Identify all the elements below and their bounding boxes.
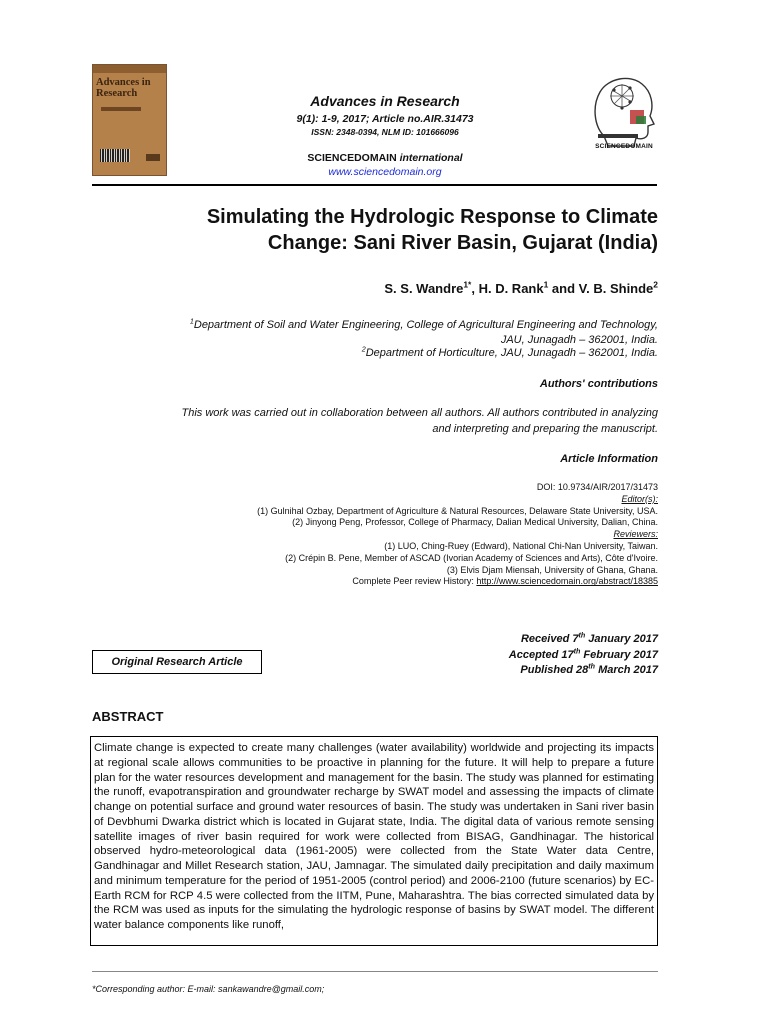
- received-date-month: January 2017: [585, 633, 658, 645]
- editors-label: Editor(s):: [621, 493, 658, 504]
- editor-2: (2) Jinyong Peng, Professor, College of Pharmacy, Dalian Medical University, Dalian, China.: [292, 517, 658, 528]
- corresponding-author-footnote: *Corresponding author: E-mail: sankawandre@gmail.com;: [92, 984, 325, 994]
- reviewer-3: (3) Elvis Djam Miensah, University of Ghana, Ghana.: [446, 564, 658, 575]
- publication-dates: [400, 632, 658, 679]
- published-date-sup: th: [588, 662, 596, 671]
- received-date-text: Received 7: [520, 633, 579, 645]
- affiliation-2: [100, 346, 658, 361]
- contributions-text: [100, 405, 658, 437]
- header-divider: [92, 184, 657, 186]
- affiliation-1-line-2: JAU, Junagadh – 362001, India.: [500, 334, 658, 346]
- cover-title: Advances in Research: [96, 77, 151, 99]
- received-date-sup: th: [578, 631, 586, 640]
- abstract-box: [90, 736, 658, 946]
- affiliation-2-line: Department of Horticulture, JAU, Junagadh – 362001, India.: [365, 347, 658, 359]
- author-3-sup: 2: [653, 279, 658, 290]
- author-sep-1: ,: [471, 281, 479, 296]
- paper-title-line-2: Change: Sani River Basin, Gujarat (India): [267, 232, 658, 254]
- reviewer-2: (2) Crépin B. Pene, Member of ASCAD (Ivorian Academy of Sciences and Arts), Côte d'Ivoire.: [285, 552, 658, 563]
- journal-issn: ISSN: 2348-0394, NLM ID: 101666096: [311, 127, 459, 137]
- author-sep-2: and: [548, 281, 579, 296]
- affiliation-1-sup: 1: [189, 317, 194, 326]
- journal-cover-image: [92, 64, 167, 176]
- affiliation-2-sup: 2: [361, 345, 366, 354]
- publisher-italic: international: [399, 152, 463, 164]
- peer-review-history-link[interactable]: http://www.sciencedomain.org/abstract/18385: [476, 576, 658, 587]
- author-1-sup: 1*: [463, 279, 472, 290]
- author-2-sup: 1: [543, 279, 549, 290]
- article-info-block: [150, 482, 658, 588]
- published-date-text: Published 28: [520, 664, 589, 676]
- doi: DOI: 10.9734/AIR/2017/31473: [536, 482, 658, 492]
- publisher-name: [180, 152, 590, 164]
- cover-top-band: [93, 65, 166, 73]
- cover-publisher-mark: [146, 154, 160, 161]
- contributions-heading: Authors' contributions: [539, 378, 658, 390]
- abstract-text: Climate change is expected to create many challenges (water availability) worldwide and projecting its impacts at regional scale allows communities to be proactive in planning for the future. It will help to prepare a future plan for the water resources development and management for the basin. The study was planned for estimating the runoff, evapotranspiration and groundwater recharge by SWAT model and assessing the impacts of climate change on potential surface and ground water resources of basin. The study was undertaken in Sani river basin of Devbhumi Dwarka district which is located in Gujarat state, India. The digital data of various remote sensing satellite images of river basin required for work were collected from BISAG, Gandhinagar. The historical observed hydro-meteorological data (1961-2005) were collected from the State Water data Centre, Gandhinagar and Millet Research station, JAU, Jamnagar. The simulated daily precipitation and daily maximum and minimum temperature for the period of 1951-2005 (control period) and 2006-2100 (future scenarios) by EC-Earth RCM for RCP 4.5 were collected from the IITM, Pune, Maharashtra. The bias corrected simulated data by the RCM was used as inputs for the simulating the hydrologic response of basins by SWAT model. The different water balance components like runoff,: [94, 742, 654, 931]
- paper-title: [110, 204, 658, 256]
- editor-1: (1) Gulnihal Ozbay, Department of Agriculture & Natural Resources, Delaware State University, USA.: [257, 505, 658, 516]
- journal-name: Advances in Research: [310, 93, 460, 109]
- publisher-bold: SCIENCEDOMAIN: [307, 152, 397, 164]
- accepted-date-sup: th: [573, 646, 581, 655]
- footnote-divider: [92, 971, 658, 972]
- paper-title-line-1: Simulating the Hydrologic Response to Climate: [206, 206, 658, 228]
- author-2: H. D. Rank: [478, 281, 544, 296]
- journal-volume: 9(1): 1-9, 2017; Article no.AIR.31473: [296, 113, 474, 125]
- author-list: [200, 281, 658, 296]
- article-info-heading: Article Information: [560, 453, 658, 465]
- peer-review-label: Complete Peer review History:: [352, 576, 477, 587]
- peer-review-history: [150, 576, 658, 588]
- publisher-website-link[interactable]: www.sciencedomain.org: [328, 166, 442, 178]
- accepted-date: [400, 648, 658, 664]
- article-type-badge: Original Research Article: [92, 650, 262, 674]
- accepted-date-month: February 2017: [580, 648, 658, 661]
- reviewers-label: Reviewers:: [613, 529, 658, 540]
- affiliation-1: [100, 318, 658, 348]
- reviewer-1: (1) LUO, Ching-Ruey (Edward), National Chi-Nan University, Taiwan.: [384, 540, 658, 551]
- cover-barcode: [100, 149, 130, 162]
- abstract-heading: ABSTRACT: [92, 709, 164, 724]
- affiliation-1-line-1: Department of Soil and Water Engineering, College of Agricultural Engineering and Technology,: [193, 319, 658, 331]
- received-date: [400, 632, 658, 648]
- published-date-month: March 2017: [595, 664, 658, 676]
- cover-band: [101, 107, 141, 111]
- contributions-line-2: and interpreting and preparing the manuscript.: [432, 423, 658, 435]
- author-1: S. S. Wandre: [384, 281, 464, 296]
- contributions-line-1: This work was carried out in collaboration between all authors. All authors contributed in analyzing: [181, 407, 658, 419]
- published-date: [400, 663, 658, 679]
- author-3: V. B. Shinde: [578, 281, 654, 296]
- accepted-date-text: Accepted 17: [508, 648, 574, 661]
- logo-caption: SCIENCEDOMAIN: [595, 143, 653, 150]
